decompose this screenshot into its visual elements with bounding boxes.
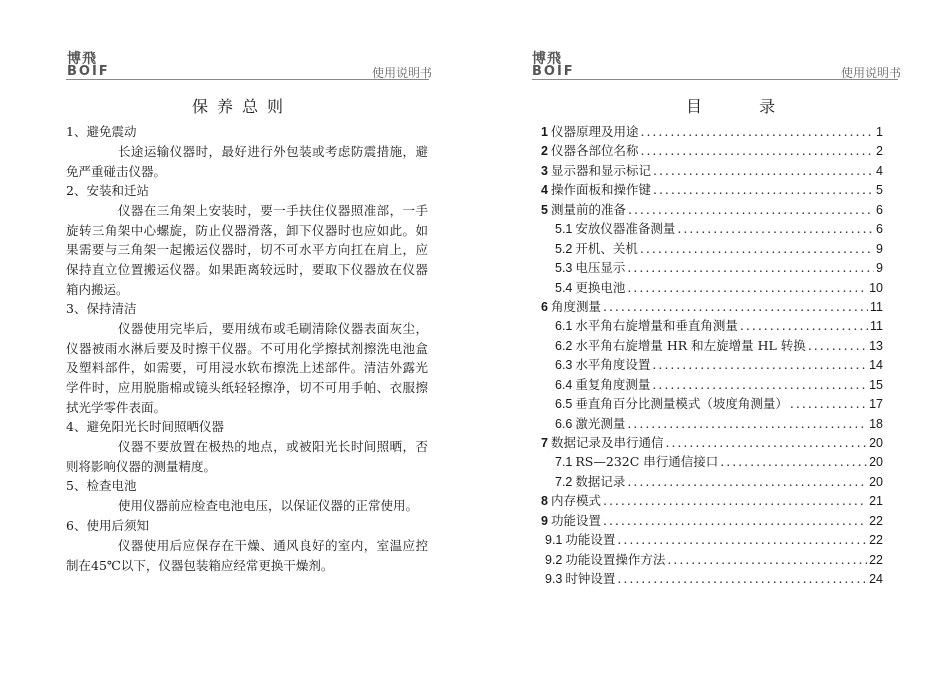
header-rule [532, 79, 898, 80]
toc-entry-title: 水平角度设置 [575, 357, 651, 373]
toc-entry-page: 14 [869, 358, 883, 373]
toc-leader-dots [627, 472, 867, 491]
toc-entry-number: 9 [541, 513, 548, 528]
toc-entry-number: 9.2 [545, 552, 563, 567]
toc-entry-title: 电压显示 [575, 260, 626, 276]
toc-entry-number: 9.1 [545, 533, 563, 548]
toc-entry-title: RS—232C 串行通信接口 [575, 454, 719, 470]
toc-entry-title: 更换电池 [575, 279, 626, 295]
toc-entry-title: 开机、关机 [575, 240, 638, 256]
toc-entry-title: 安放仪器准备测量 [575, 221, 676, 237]
toc-entry-number: 7 [541, 436, 548, 450]
logo-chinese: 博飛 [532, 51, 562, 67]
toc-entry-title: 重复角度测量 [575, 376, 651, 392]
toc-entry-title: 仪器各部位名称 [550, 143, 639, 159]
toc-leader-dots [720, 452, 867, 471]
toc-entry-page: 11 [870, 319, 883, 334]
toc-entry-page: 13 [869, 338, 883, 353]
toc-entry-title: 仪器原理及用途 [550, 124, 639, 139]
toc-leader-dots [617, 530, 867, 549]
manual-label: 使用说明书 [841, 66, 902, 80]
section-heading: 3、保持清洁 [66, 301, 137, 317]
toc-leader-dots [740, 316, 868, 335]
toc-entry-page: 21 [869, 494, 883, 509]
section-heading: 6、使用后须知 [66, 517, 149, 533]
section-heading: 2、安装和迁站 [66, 183, 149, 199]
toc-entry-number: 6.2 [555, 338, 573, 353]
section-paragraph: 使用仪器前应检查电池电压，以保证仪器的正常使用。 [118, 498, 419, 514]
toc-leader-dots [617, 569, 867, 588]
toc-entry-page: 22 [869, 513, 883, 528]
maintenance-sections [66, 122, 428, 575]
toc-entry-title: 功能设置 [565, 532, 616, 548]
table-of-contents [541, 122, 883, 589]
manual-label: 使用说明书 [372, 66, 433, 80]
toc-entry-title: 数据记录 [575, 473, 626, 489]
toc-leader-dots [627, 414, 867, 433]
toc-entry[interactable] [541, 452, 883, 471]
toc-entry-title: 角度测量 [550, 298, 601, 314]
toc-entry-page: 20 [869, 436, 883, 450]
toc-entry[interactable] [541, 414, 883, 433]
toc-entry[interactable] [541, 472, 883, 491]
section-heading: 5、检查电池 [66, 478, 137, 494]
toc-entry[interactable] [541, 258, 883, 277]
toc-entry-page: 9 [876, 261, 883, 276]
toc-leader-dots [640, 122, 874, 141]
toc-leader-dots [627, 258, 874, 277]
toc-entry[interactable] [541, 200, 883, 219]
toc-entry-page: 24 [869, 572, 883, 587]
toc-entry-number: 7.2 [555, 474, 573, 489]
toc-entry-number: 2 [541, 144, 548, 159]
toc-entry-page: 15 [869, 377, 883, 392]
toc-entry[interactable] [541, 375, 883, 394]
toc-entry-number: 7.1 [555, 455, 573, 470]
toc-leader-dots [665, 433, 867, 452]
toc-entry-title: 显示器和显示标记 [550, 162, 651, 178]
toc-entry-number: 5.3 [555, 261, 573, 276]
toc-entry-number: 4 [541, 183, 548, 198]
toc-entry[interactable] [541, 336, 883, 355]
toc-leader-dots [653, 161, 874, 180]
toc-entry[interactable] [541, 550, 883, 569]
section-paragraph: 仪器使用完毕后，要用绒布或毛刷清除仪器表面灰尘，仪器被雨水淋后要及时擦干仪器。不可用化学擦拭剂擦洗电池盒及塑料部件，如需要，可用浸水软布擦洗上述部件。清洁外露光学件时，应用脱脂棉或镜头纸轻轻擦净，切不可用手帕、衣服擦拭光学零件表面。 [66, 321, 428, 415]
toc-entry-page: 22 [869, 533, 883, 548]
toc-entry-number: 3 [541, 163, 548, 178]
toc-entry-page: 4 [876, 163, 883, 178]
boif-logo [67, 48, 137, 82]
toc-entry-number: 1 [541, 125, 548, 139]
toc-entry[interactable] [541, 491, 883, 510]
toc-leader-dots [627, 278, 867, 297]
toc-entry-page: 10 [869, 280, 883, 295]
toc-entry[interactable] [541, 180, 883, 199]
section-paragraph: 仪器使用后应保存在干燥、通风良好的室内，室温应控制在45℃以下，仪器包装箱应经常更换干燥剂。 [66, 537, 428, 573]
toc-entry[interactable] [541, 394, 883, 413]
toc-entry-title: 功能设置操作方法 [565, 551, 666, 567]
toc-leader-dots [603, 511, 867, 530]
toc-entry-page: 9 [876, 241, 883, 256]
toc-title: 目 录 [686, 97, 802, 116]
toc-entry[interactable] [541, 433, 883, 452]
toc-entry-number: 5.2 [555, 241, 573, 256]
toc-entry-page: 17 [869, 397, 883, 412]
toc-entry-title: 测量前的准备 [550, 201, 626, 217]
toc-leader-dots [640, 141, 874, 160]
toc-entry[interactable] [541, 278, 883, 297]
toc-entry[interactable] [541, 239, 883, 258]
toc-entry-number: 5.1 [555, 222, 573, 237]
logo-english: BOIF [67, 64, 110, 79]
toc-entry-number: 9.3 [545, 572, 563, 587]
toc-entry-title: 垂直角百分比测量模式（坡度角测量） [575, 396, 788, 412]
section-paragraph: 仪器在三角架上安装时，要一手扶住仪器照准部，一手旋转三角架中心螺旋，防止仪器滑落，卸下仪器时也应如此。如果需要与三角架一起搬运仪器时，切不可水平方向扛在肩上，应保持直立位置搬运仪器。如果距离较远时，要取下仪器放在仪器箱内搬运。 [66, 203, 428, 297]
toc-entry-page: 22 [869, 552, 883, 567]
section-heading: 1、避免震动 [66, 124, 137, 139]
boif-logo [532, 48, 602, 82]
toc-entry-number: 6.1 [555, 319, 573, 334]
toc-entry-page: 6 [876, 222, 883, 237]
toc-entry-number: 6.3 [555, 358, 573, 373]
toc-leader-dots [652, 355, 867, 374]
toc-entry-number: 8 [541, 494, 548, 509]
section-paragraph: 仪器不要放置在极热的地点，或被阳光长时间照晒，否则将影响仪器的测量精度。 [66, 439, 428, 474]
toc-leader-dots [808, 336, 867, 355]
toc-entry[interactable] [541, 122, 883, 141]
toc-entry-title: 操作面板和操作键 [550, 182, 651, 198]
toc-entry-page: 18 [869, 416, 883, 431]
logo-english: BOIF [532, 64, 575, 79]
toc-entry-number: 6.5 [555, 397, 573, 412]
toc-leader-dots [603, 491, 867, 510]
toc-entry[interactable] [541, 141, 883, 160]
toc-leader-dots [667, 550, 867, 569]
page-title: 保养总则 [192, 97, 293, 116]
toc-entry-title: 内存模式 [550, 493, 601, 509]
toc-entry-number: 6 [541, 299, 548, 314]
toc-leader-dots [677, 219, 874, 238]
toc-leader-dots [640, 239, 874, 258]
toc-leader-dots [652, 375, 867, 394]
toc-entry-page: 6 [876, 202, 883, 217]
toc-entry-title: 数据记录及串行通信 [550, 435, 664, 450]
toc-entry[interactable] [541, 355, 883, 374]
toc-entry-title: 激光测量 [575, 415, 626, 431]
toc-entry-page: 1 [876, 125, 883, 139]
toc-entry-page: 20 [869, 455, 883, 470]
toc-entry[interactable] [541, 219, 883, 238]
toc-leader-dots [603, 297, 868, 316]
toc-entry-page: 20 [869, 474, 883, 489]
toc-entry[interactable] [541, 161, 883, 180]
toc-entry[interactable] [541, 511, 883, 530]
toc-entry-title: 功能设置 [550, 512, 601, 528]
toc-entry[interactable] [541, 569, 883, 588]
toc-entry-number: 5 [541, 202, 548, 217]
toc-entry-page: 2 [876, 144, 883, 159]
section-heading: 4、避免阳光长时间照晒仪器 [66, 419, 224, 435]
logo-chinese: 博飛 [67, 51, 97, 67]
toc-entry[interactable] [541, 297, 883, 316]
toc-entry-page: 11 [870, 299, 883, 314]
toc-entry-title: 时钟设置 [565, 571, 616, 587]
toc-leader-dots [653, 180, 874, 199]
toc-entry-page: 5 [876, 183, 883, 198]
toc-leader-dots [628, 200, 874, 219]
toc-entry-title: 水平角右旋增量 HR 和左旋增量 HL 转换 [575, 337, 806, 353]
toc-entry-number: 6.6 [555, 416, 573, 431]
toc-entry[interactable] [541, 316, 883, 335]
toc-entry[interactable] [541, 530, 883, 549]
toc-entry-number: 5.4 [555, 280, 573, 295]
toc-entry-number: 6.4 [555, 377, 573, 392]
toc-entry-title: 水平角右旋增量和垂直角测量 [575, 318, 738, 334]
section-paragraph: 长途运输仪器时，最好进行外包装或考虑防震措施，避免严重碰击仪器。 [66, 144, 428, 179]
header-rule [66, 79, 429, 80]
toc-leader-dots [790, 394, 867, 413]
